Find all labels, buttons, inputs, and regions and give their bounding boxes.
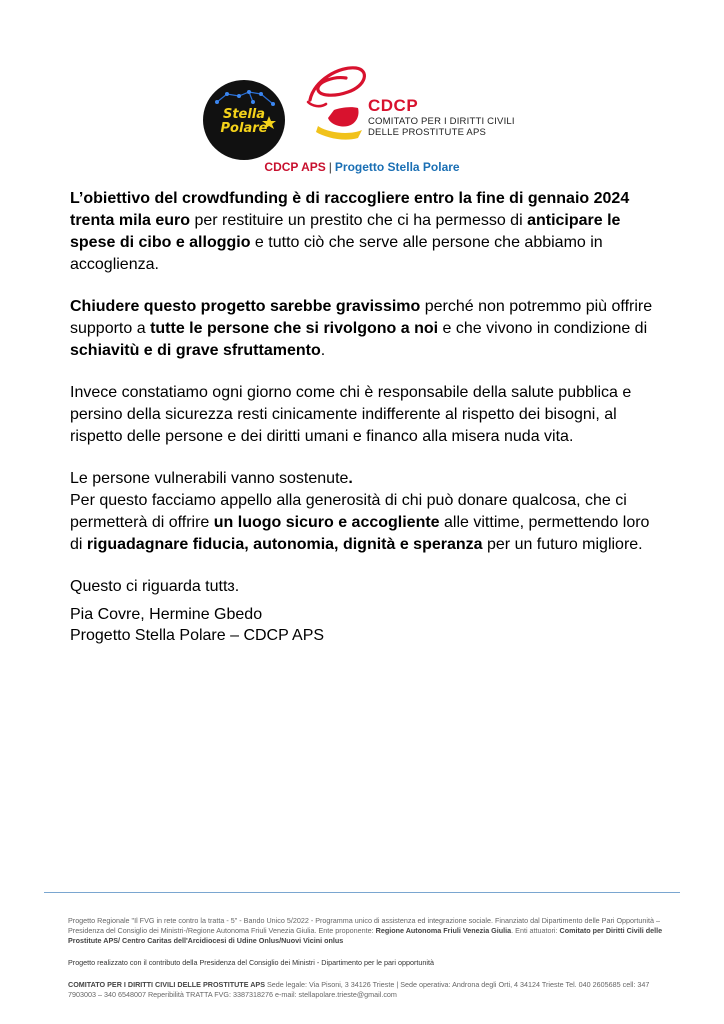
stella-logo-line2: Polare	[220, 121, 268, 136]
text-run: Progetto realizzato con il contributo della Presidenza del Consiglio dei Ministri - Dipartimento per le pari opportunità	[68, 958, 434, 967]
text-run: Le persone vulnerabili vanno sostenute	[70, 470, 349, 487]
text-run: COMITATO PER I DIRITTI CIVILI DELLE PROSTITUTE APS	[68, 980, 265, 989]
header-separator: |	[328, 160, 332, 174]
footer-contacts	[68, 980, 668, 1000]
text-run: anticipare le spese di cibo e alloggio	[70, 212, 621, 251]
cdcp-logo-subtitle	[368, 116, 515, 138]
text-run: per restituire un prestito che ci ha permesso di	[190, 212, 528, 229]
text-run: Chiudere questo progetto sarebbe gravissimo	[70, 298, 421, 315]
signature-names: Pia Covre, Hermine Gbedo	[70, 606, 263, 623]
text-run: Questo ci riguarda tuttɜ.	[70, 578, 240, 595]
text-run: alle vittime, permettendo loro di	[70, 514, 650, 553]
footer-divider	[44, 892, 680, 893]
text-run: e che vivono in condizione di	[438, 320, 648, 337]
text-run: . Enti attuatori:	[511, 926, 560, 935]
text-run: perché non potremmo più offrire supporto a	[70, 298, 653, 337]
text-run: e tutto ciò che serve alle persone che abbiamo in accoglienza.	[70, 234, 603, 273]
text-run: Per questo facciamo appello alla generosità di chi può donare qualcosa, che ci permetterà di offrire	[70, 492, 627, 531]
paragraph-3	[70, 382, 660, 448]
text-run: Comitato per Diritti Civili delle Prostitute APS/ Centro Caritas dell'Arcidiocesi di Udine Onlus/Nuovi Vicini onlus	[68, 926, 663, 945]
footer-contribution	[68, 958, 668, 968]
text-run: Regione Autonoma Friuli Venezia Giulia	[375, 926, 512, 935]
paragraph-6	[70, 576, 660, 598]
text-run: schiavitù e di grave sfruttamento	[70, 342, 321, 359]
text-run: per un futuro migliore.	[482, 536, 643, 553]
paragraph-1	[70, 188, 660, 276]
cdcp-logo-word: CDCP	[368, 96, 419, 115]
text-run: .	[348, 470, 353, 487]
text-run: un luogo sicuro e accogliente	[213, 514, 440, 531]
text-run: riguadagnare fiducia, autonomia, dignità e speranza	[86, 536, 483, 553]
footer-funding-info	[68, 916, 668, 946]
text-run: Progetto Regionale "Il FVG in rete contro la tratta - 5" - Bando Unico 5/2022 - Programma unico di assistenza ed integrazione sociale. Finanziato dal Dipartimento delle Pari Opportunità – Presidenza del Consiglio dei Ministri-/Regione Autonoma Friuli Venezia Giulia. Ente proponente:	[68, 916, 660, 935]
text-run: Invece constatiamo ogni giorno come chi è responsabile della salute pubblica e persino della sicurezza resti cinicamente indifferente al rispetto dei bisogni, al rispetto delle persone e dei diritti umani e financo alla misera nuda vita.	[70, 384, 632, 445]
paragraph-2	[70, 296, 660, 362]
stella-logo-line1: Stella	[222, 107, 266, 122]
cdcp-sub-line1: COMITATO PER I DIRITTI CIVILI	[368, 116, 515, 127]
header-org: CDCP APS	[264, 160, 326, 174]
paragraph-4	[70, 468, 660, 490]
document-header	[0, 160, 724, 174]
text-run: tutte le persone che si rivolgono a noi	[150, 320, 439, 337]
text-run: L’obiettivo del crowdfunding è di raccogliere entro la fine di gennaio 2024 trenta mila euro	[70, 190, 630, 229]
stella-polare-logo	[203, 80, 285, 160]
header-project: Progetto Stella Polare	[334, 160, 460, 174]
letter-body	[70, 188, 660, 618]
paragraph-5	[70, 490, 660, 556]
cdcp-sub-line2: DELLE PROSTITUTE APS	[368, 127, 487, 138]
text-run: Sede legale: Via Pisoni, 3 34126 Trieste | Sede operativa: Androna degli Orti, 4 34124 Trieste Tel. 040 2605685 cell: 347 7903003 – 340 6548007 Reperibilità TRATTA FVG: 3387318276 e-mail: stellapolare.trieste@gmail.com	[68, 980, 650, 999]
text-run: .	[320, 342, 326, 359]
signature-block	[70, 604, 324, 646]
signature-project: Progetto Stella Polare – CDCP APS	[70, 627, 325, 644]
